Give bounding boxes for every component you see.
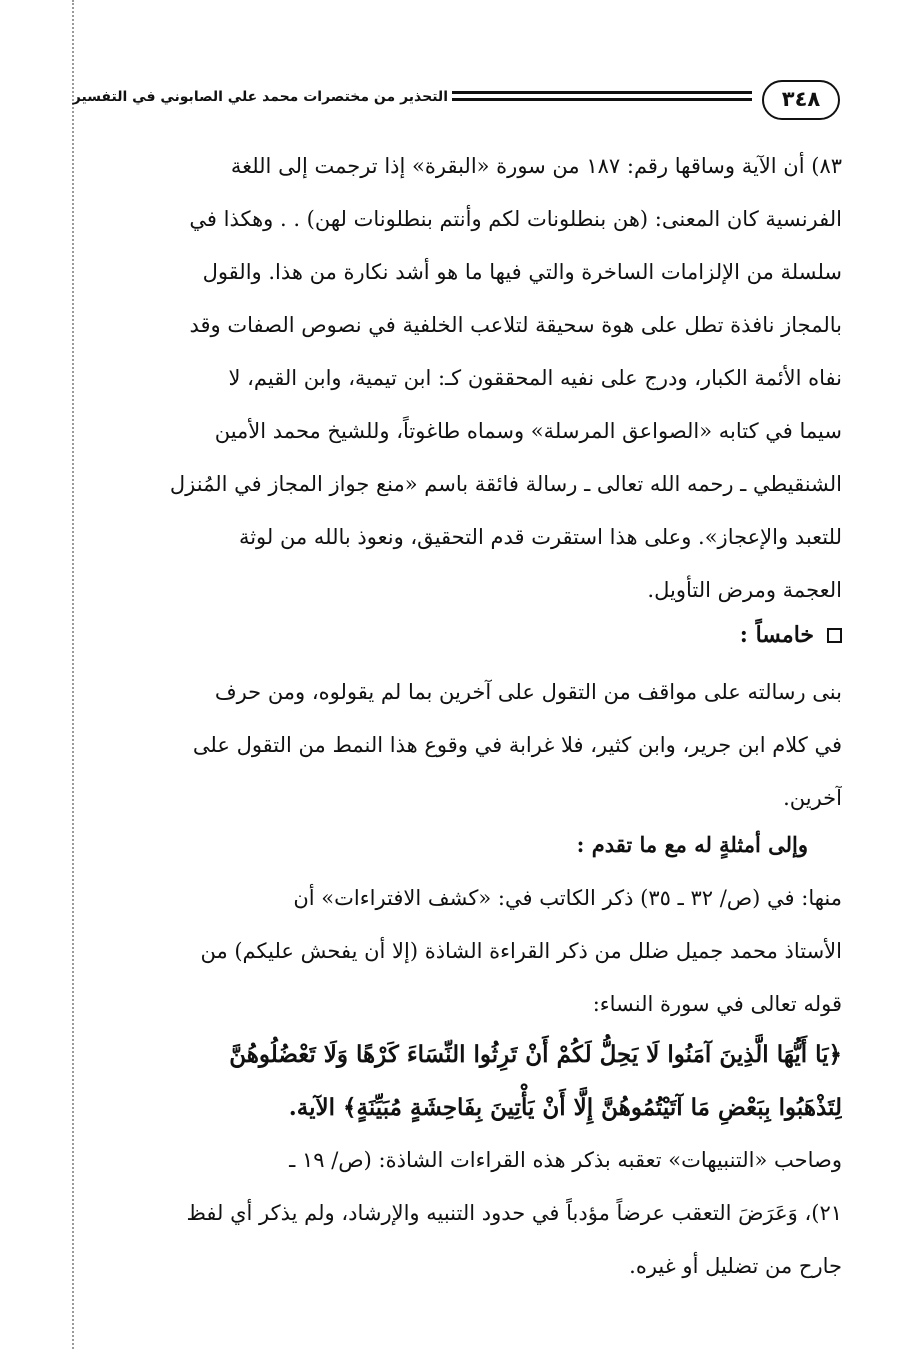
- text-line: جارح من تضليل أو غيره.: [629, 1254, 842, 1278]
- header-double-rule: [452, 91, 752, 101]
- text-line: الفرنسية كان المعنى: (هن بنطلونات لكم وأنتم بنطلونات لهن) . . وهكذا في: [189, 207, 842, 231]
- page-header: [72, 80, 840, 126]
- text-line: بالمجاز نافذة تطل على هوة سحيقة لتلاعب الخلفية في نصوص الصفات وقد: [189, 313, 842, 337]
- scan-margin-dots: [72, 0, 74, 1349]
- page-number-badge: ٣٤٨: [762, 80, 840, 120]
- verse-line: لِتَذْهَبُوا بِبَعْضِ مَا آتَيْتُمُوهُنَّ إِلَّا أَنْ يَأْتِينَ بِفَاحِشَةٍ مُبَيِّنَةٍ﴾ الآية.: [288, 1094, 842, 1121]
- quran-verse: [118, 1028, 842, 1134]
- text-line: في كلام ابن جرير، وابن كثير، فلا غرابة في وقوع هذا النمط من التقول على: [192, 733, 842, 757]
- verse-line: ﴿يَا أَيُّهَا الَّذِينَ آمَنُوا لَا يَحِلُّ لَكُمْ أَنْ تَرِثُوا النِّسَاءَ كَرْهًا وَلَا تَعْضُلُوهُنَّ: [229, 1041, 842, 1068]
- text-line: العجمة ومرض التأويل.: [647, 578, 842, 602]
- text-line: بنى رسالته على مواقف من التقول على آخرين بما لم يقولوه، ومن حرف: [214, 680, 842, 704]
- paragraph-3: [118, 872, 842, 1031]
- text-line: الشنقيطي ـ رحمه الله تعالى ـ رسالة فائقة باسم «منع جواز المجاز في المُنزل: [169, 472, 842, 496]
- square-bullet-icon: [827, 628, 842, 643]
- examples-intro-block: [118, 818, 842, 871]
- text-line: آخرين.: [783, 786, 842, 810]
- text-line: ٢١)، وَعَرَضَ التعقب عرضاً مؤدباً في حدود التنبيه والإرشاد، ولم يذكر أي لفظ: [186, 1201, 842, 1225]
- paragraph-1: [118, 140, 842, 617]
- text-line: الأستاذ محمد جميل ضلل من ذكر القراءة الشاذة (إلا أن يفحش عليكم) من: [200, 939, 842, 963]
- text-line: سلسلة من الإلزامات الساخرة والتي فيها ما هو أشد نكارة من هذا. والقول: [202, 260, 842, 284]
- section-heading: [118, 612, 842, 658]
- running-title: التحذير من مختصرات محمد علي الصابوني في التفسير: [72, 89, 448, 105]
- paragraph-4: [118, 1134, 842, 1293]
- text-line: سيما في كتابه «الصواعق المرسلة» وسماه طاغوتاً، وللشيخ محمد الأمين: [214, 419, 842, 443]
- section-title: خامساً :: [739, 622, 814, 648]
- text-line: منها: في (ص/ ٣٢ ـ ٣٥) ذكر الكاتب في: «كشف الافتراءات» أن: [293, 886, 842, 910]
- text-line: نفاه الأئمة الكبار، ودرج على نفيه المحققون كـ: ابن تيمية، وابن القيم، لا: [228, 366, 842, 390]
- examples-intro: وإلى أمثلةٍ له مع ما تقدم :: [576, 832, 808, 857]
- text-line: ٨٣) أن الآية وساقها رقم: ١٨٧ من سورة «البقرة» إذا ترجمت إلى اللغة: [230, 154, 842, 178]
- text-line: وصاحب «التنبيهات» تعقبه بذكر هذه القراءات الشاذة: (ص/ ١٩ ـ: [289, 1148, 842, 1172]
- text-line: للتعبد والإعجاز». وعلى هذا استقرت قدم التحقيق، ونعوذ بالله من لوثة: [238, 525, 842, 549]
- paragraph-2: [118, 666, 842, 825]
- text-line: قوله تعالى في سورة النساء:: [592, 992, 842, 1016]
